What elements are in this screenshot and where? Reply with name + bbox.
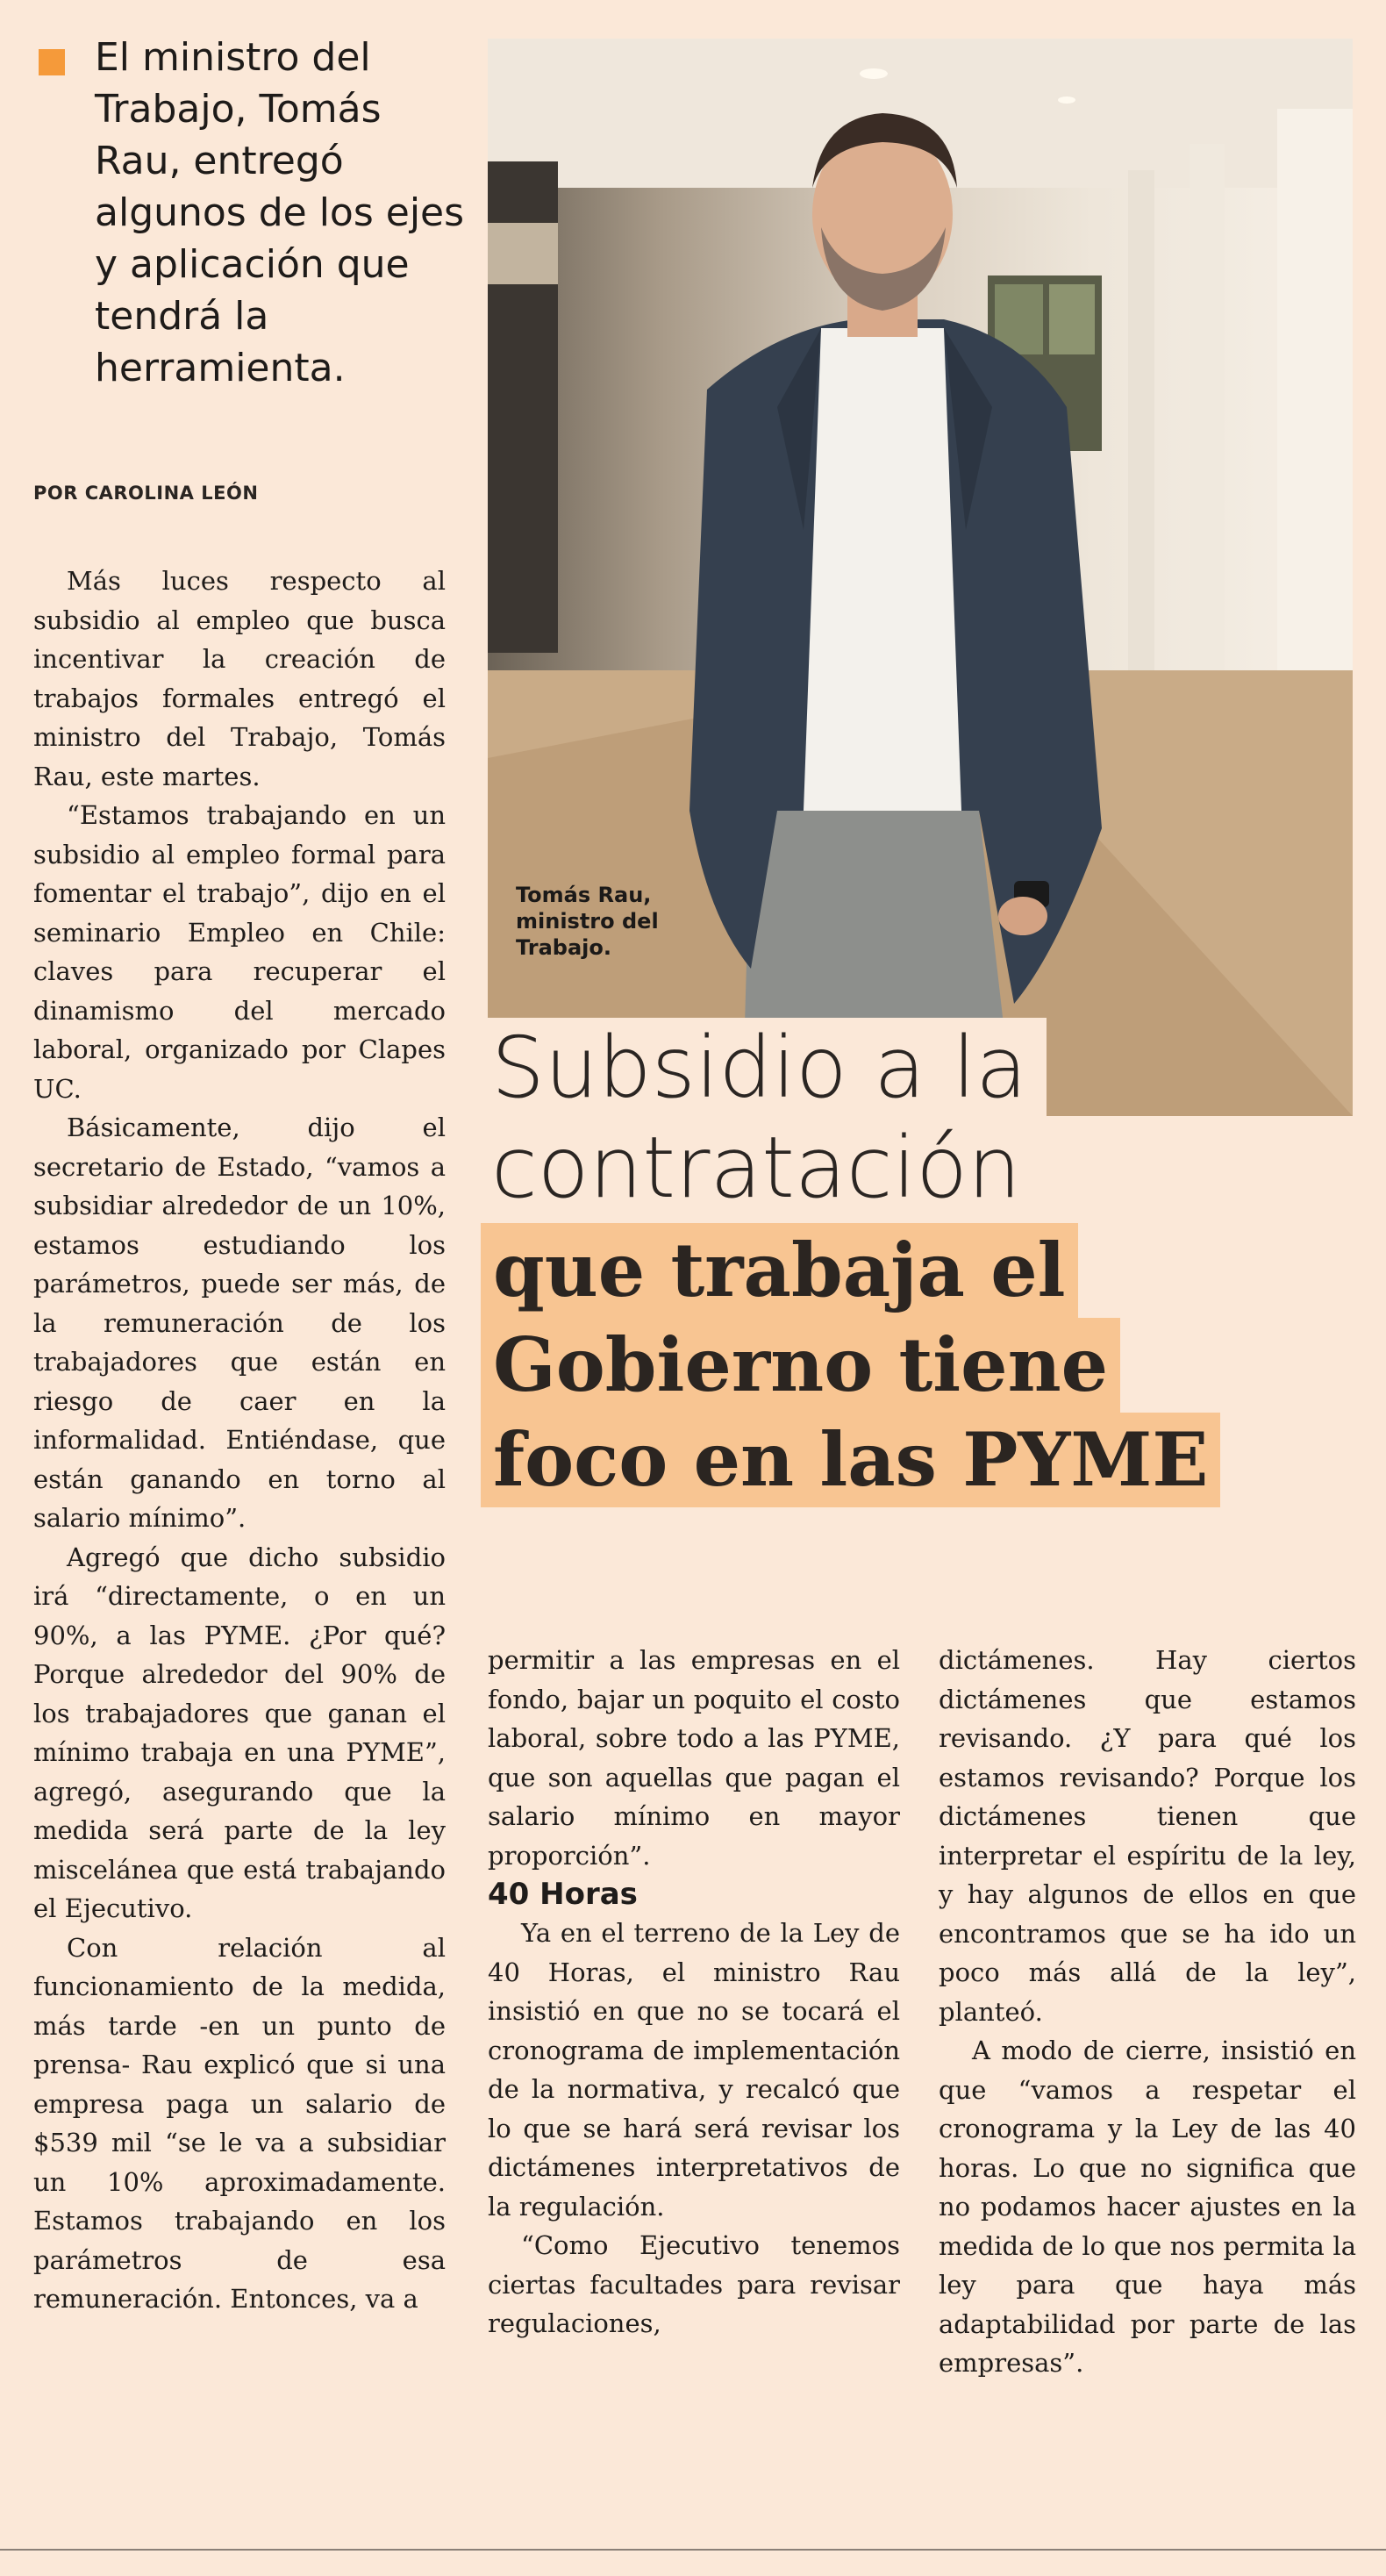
paragraph: Con relación al funcionamiento de la medida, más tarde -en un punto de prensa- Rau explicó que si una empresa paga un salario de $539 mil “se le va a subsidiar un 10% aproximadamente. Estamos trabajando en los parámetros de esa remuneración. Entonces, va a	[33, 1932, 446, 2314]
paragraph: “Como Ejecutivo tenemos ciertas facultades para revisar regulaciones,	[488, 2230, 900, 2338]
headline-line-1: Subsidio a la	[481, 1018, 1047, 1118]
article-lead: El ministro del Trabajo, Tomás Rau, entregó algunos de los ejes y aplicación que tendrá la herramienta.	[95, 35, 465, 390]
paragraph: Más luces respecto al subsidio al empleo que busca incentivar la creación de trabajos formales entregó el ministro del Trabajo, Tomás Rau, este martes.	[33, 566, 446, 791]
headline-line-3: que trabaja el	[481, 1223, 1078, 1318]
byline: POR CAROLINA LEÓN	[33, 483, 259, 504]
headline-line-4: Gobierno tiene	[481, 1318, 1120, 1413]
paragraph: Agregó que dicho subsidio irá “directamente, o en un 90%, a las PYME. ¿Por qué? Porque alrededor del 90% de los trabajadores que ganan el mínimo trabaja en una PYME”, agregó, asegurando que la medida será parte de la ley miscelánea que está trabajando el Ejecutivo.	[33, 1542, 446, 1923]
body-column-2	[488, 1641, 900, 2343]
paragraph: dictámenes. Hay ciertos dictámenes que estamos revisando. ¿Y para qué los estamos revisando? Porque los dictámenes tienen que interpretar el espíritu de la ley, y hay algunos de ellos en que encontramos que se ha ido un poco más allá de la ley”, planteó.	[939, 1645, 1356, 2027]
headline-line-5: foco en las PYME	[481, 1413, 1220, 1507]
section-subhead: 40 Horas	[488, 1877, 638, 1912]
paragraph: “Estamos trabajando en un subsidio al empleo formal para fomentar el trabajo”, dijo en el seminario Empleo en Chile: claves para recuperar el dinamismo del mercado laboral, organizado por Clapes UC.	[33, 800, 446, 1104]
photo-caption: Tomás Rau, ministro del Trabajo.	[516, 883, 659, 960]
headline-line-2: contratación	[481, 1118, 1040, 1218]
paragraph: A modo de cierre, insistió en que “vamos a respetar el cronograma y la Ley de las 40 horas. Lo que no significa que no podamos hacer ajustes en la medida de lo que nos permita la ley para que haya más adaptabilidad por parte de las empresas”.	[939, 2036, 1356, 2378]
paragraph: Ya en el terreno de la Ley de 40 Horas, el ministro Rau insistió en que no se tocará el cronograma de implementación de la normativa, y recalcó que lo que se hará será revisar los dictámenes interpretativos de la regulación.	[488, 1918, 900, 2222]
paragraph: Básicamente, dijo el secretario de Estado, “vamos a subsidiar alrededor de un 10%, estamos estudiando los parámetros, puede ser más, de la remuneración de los trabajadores que están en riesgo de caer en la informalidad. Entiéndase, que están ganando en torno al salario mínimo”.	[33, 1113, 446, 1533]
paragraph: permitir a las empresas en el fondo, bajar un poquito el costo laboral, sobre todo a las PYME, que son aquellas que pagan el salario mínimo en mayor proporción”.	[488, 1645, 900, 1871]
body-column-3	[939, 1641, 1356, 2383]
lead-bullet-square	[39, 49, 65, 75]
bottom-rule	[0, 2549, 1386, 2551]
headline	[481, 1018, 1220, 1507]
body-column-1	[33, 562, 446, 2319]
